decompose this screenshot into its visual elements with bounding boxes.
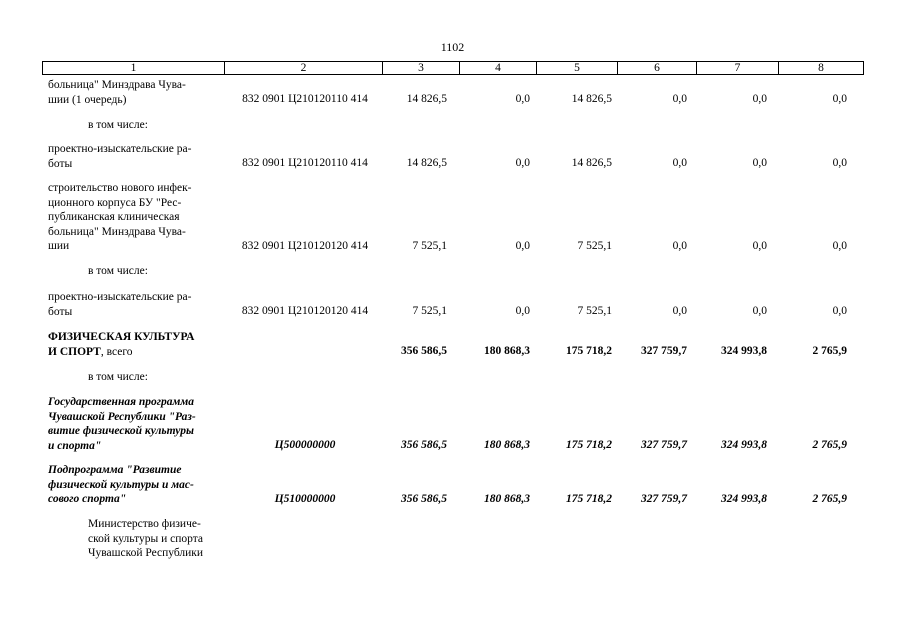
column-header-5: 5 (537, 62, 618, 74)
value-col-3: 356 586,5 (401, 345, 447, 357)
value-col-5: 175 718,2 (566, 493, 612, 505)
value-col-4: 180 868,3 (484, 493, 530, 505)
value-col-7: 0,0 (752, 240, 767, 252)
column-header-4: 4 (460, 62, 537, 74)
value-col-8: 0,0 (832, 305, 847, 317)
value-col-4: 0,0 (515, 93, 530, 105)
value-col-4: 0,0 (515, 157, 530, 169)
row-label: в том числе: (88, 119, 148, 131)
value-col-8: 2 765,9 (812, 345, 847, 357)
value-col-7: 0,0 (752, 305, 767, 317)
value-col-5: 175 718,2 (566, 345, 612, 357)
value-col-7: 324 993,8 (721, 439, 767, 451)
column-header-6: 6 (618, 62, 697, 74)
value-col-3: 7 525,1 (412, 305, 447, 317)
column-header-7: 7 (697, 62, 779, 74)
value-col-7: 324 993,8 (721, 345, 767, 357)
row-label: в том числе: (88, 371, 148, 383)
value-col-4: 180 868,3 (484, 439, 530, 451)
value-col-6: 0,0 (672, 93, 687, 105)
row-label: в том числе: (88, 265, 148, 277)
row-code: 832 0901 Ц210120120 414 (241, 305, 369, 317)
row-code: 832 0901 Ц210120110 414 (242, 93, 368, 105)
value-col-5: 14 826,5 (571, 157, 612, 169)
value-col-5: 14 826,5 (571, 93, 612, 105)
row-code: 832 0901 Ц210120110 414 (242, 157, 368, 169)
page-number: 1102 (440, 40, 465, 54)
row-description: Подпрограмма "Развитие физической культуры и мас- сового спорта" (48, 464, 194, 505)
value-col-3: 14 826,5 (406, 157, 447, 169)
row-code: Ц500000000 (274, 439, 336, 451)
section-title-suffix: , всего (100, 345, 133, 358)
value-col-8: 0,0 (832, 93, 847, 105)
value-col-3: 7 525,1 (412, 240, 447, 252)
row-description: больница" Минздрава Чува- шии (1 очередь) (48, 79, 186, 106)
value-col-5: 175 718,2 (566, 439, 612, 451)
value-col-4: 0,0 (515, 240, 530, 252)
value-col-3: 356 586,5 (401, 493, 447, 505)
row-description: проектно-изыскательские ра- боты (48, 291, 192, 318)
value-col-8: 0,0 (832, 240, 847, 252)
value-col-6: 0,0 (672, 240, 687, 252)
value-col-6: 327 759,7 (641, 439, 687, 451)
column-header-1: 1 (43, 62, 225, 74)
column-header-2: 2 (225, 62, 383, 74)
value-col-7: 0,0 (752, 93, 767, 105)
value-col-4: 0,0 (515, 305, 530, 317)
row-description: Министерство физиче- ской культуры и спорта Чувашской Республики (88, 518, 204, 559)
column-header-8: 8 (818, 62, 824, 74)
value-col-8: 2 765,9 (812, 439, 847, 451)
table-header (42, 61, 864, 75)
row-description: строительство нового инфек- ционного корпуса БУ "Рес- публиканская клиническая больница" Минздрава Чува- шии (48, 182, 192, 252)
section-title: ФИЗИЧЕСКАЯ КУЛЬТУРА И СПОРТ (48, 331, 195, 358)
value-col-3: 14 826,5 (406, 93, 447, 105)
value-col-6: 0,0 (672, 305, 687, 317)
row-description: Государственная программа Чувашской Республики "Раз- витие физической культуры и спорта" (48, 396, 196, 452)
value-col-8: 0,0 (832, 157, 847, 169)
value-col-8: 2 765,9 (812, 493, 847, 505)
row-code: Ц510000000 (274, 493, 336, 505)
value-col-5: 7 525,1 (577, 240, 612, 252)
row-description: проектно-изыскательские ра- боты (48, 143, 192, 170)
value-col-6: 327 759,7 (641, 345, 687, 357)
value-col-7: 324 993,8 (721, 493, 767, 505)
column-header-3: 3 (383, 62, 460, 74)
value-col-6: 327 759,7 (641, 493, 687, 505)
value-col-3: 356 586,5 (401, 439, 447, 451)
value-col-5: 7 525,1 (577, 305, 612, 317)
row-code: 832 0901 Ц210120120 414 (241, 240, 369, 252)
row-description (48, 330, 218, 359)
value-col-6: 0,0 (672, 157, 687, 169)
value-col-4: 180 868,3 (484, 345, 530, 357)
value-col-7: 0,0 (752, 157, 767, 169)
